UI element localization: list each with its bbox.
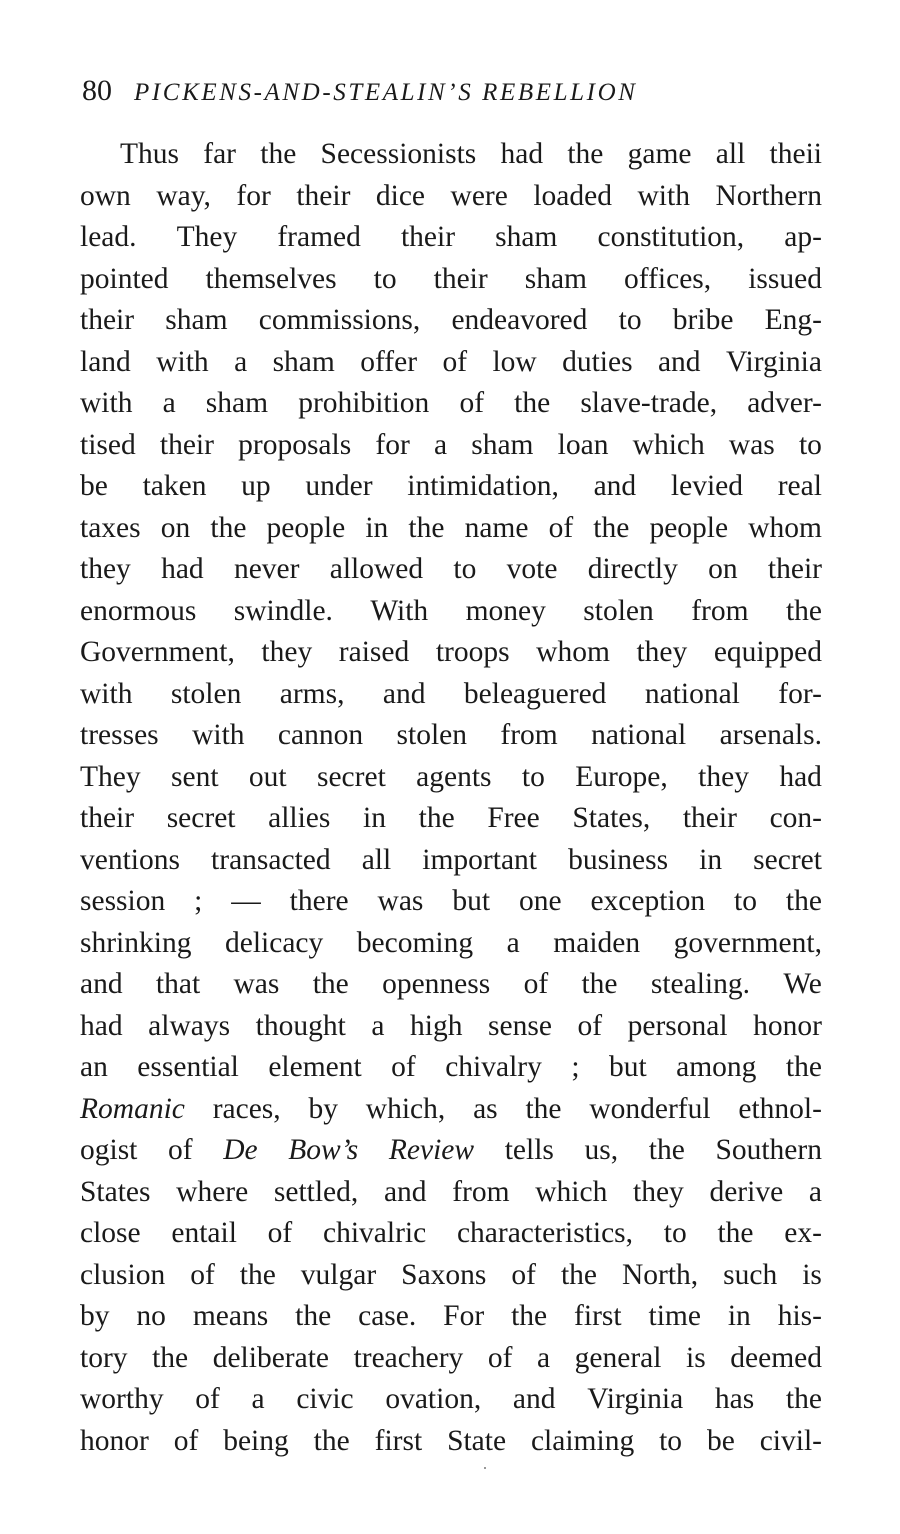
print-speck [484, 1467, 486, 1469]
text-line: and that was the openness of the stealing. We [80, 968, 822, 1000]
text-line: had always thought a high sense of personal honor [80, 1009, 822, 1042]
text-line: tory the deliberate treachery of a general is deemed [80, 1341, 822, 1374]
text-line: they had never allowed to vote directly on their [80, 553, 822, 585]
text-line: tresses with cannon stolen from national arsenals. [80, 719, 822, 751]
text-line: ogist of De Bow’s Review tells us, the Southern [80, 1134, 822, 1166]
text-line: with stolen arms, and beleaguered national for- [80, 677, 822, 710]
text-line: shrinking delicacy becoming a maiden government, [80, 926, 822, 959]
text-line: lead. They framed their sham constitution, ap- [80, 221, 822, 253]
text-line: worthy of a civic ovation, and Virginia has the [80, 1383, 822, 1415]
text-line: pointed themselves to their sham offices, issued [80, 262, 822, 295]
text-line: their secret allies in the Free States, their con- [80, 802, 822, 834]
running-title: PICKENS-AND-STEALIN’S REBELLION [134, 79, 638, 106]
text-line: Romanic races, by which, as the wonderful ethnol- [80, 1092, 822, 1125]
text-line: enormous swindle. With money stolen from the [80, 594, 822, 627]
text-line: They sent out secret agents to Europe, they had [80, 760, 822, 793]
text-line: land with a sham offer of low duties and Virginia [80, 345, 822, 378]
text-line: with a sham prohibition of the slave-trade, adver- [80, 387, 822, 419]
body-paragraph [80, 134, 822, 1462]
text-line: own way, for their dice were loaded with Northern [80, 179, 822, 212]
text-line: be taken up under intimidation, and levied real [80, 470, 822, 502]
text-line: honor of being the first State claiming to be civil- [80, 1424, 822, 1457]
running-head [82, 74, 822, 114]
text-line: by no means the case. For the first time in his- [80, 1300, 822, 1332]
text-line: taxes on the people in the name of the people whom [80, 511, 822, 544]
text-line: tised their proposals for a sham loan which was to [80, 428, 822, 461]
text-line: session ; — there was but one exception to the [80, 885, 822, 917]
text-line: clusion of the vulgar Saxons of the North, such is [80, 1258, 822, 1291]
text-line: States where settled, and from which they derive a [80, 1175, 822, 1208]
text-line: Thus far the Secessionists had the game all theii [120, 138, 822, 170]
page-number: 80 [82, 74, 112, 107]
text-line: close entail of chivalric characteristics, to the ex- [80, 1217, 822, 1249]
text-line: their sham commissions, endeavored to bribe Eng- [80, 304, 822, 336]
text-line: ventions transacted all important business in secret [80, 843, 822, 876]
text-line: Government, they raised troops whom they equipped [80, 636, 822, 668]
text-line: an essential element of chivalry ; but among the [80, 1051, 822, 1083]
